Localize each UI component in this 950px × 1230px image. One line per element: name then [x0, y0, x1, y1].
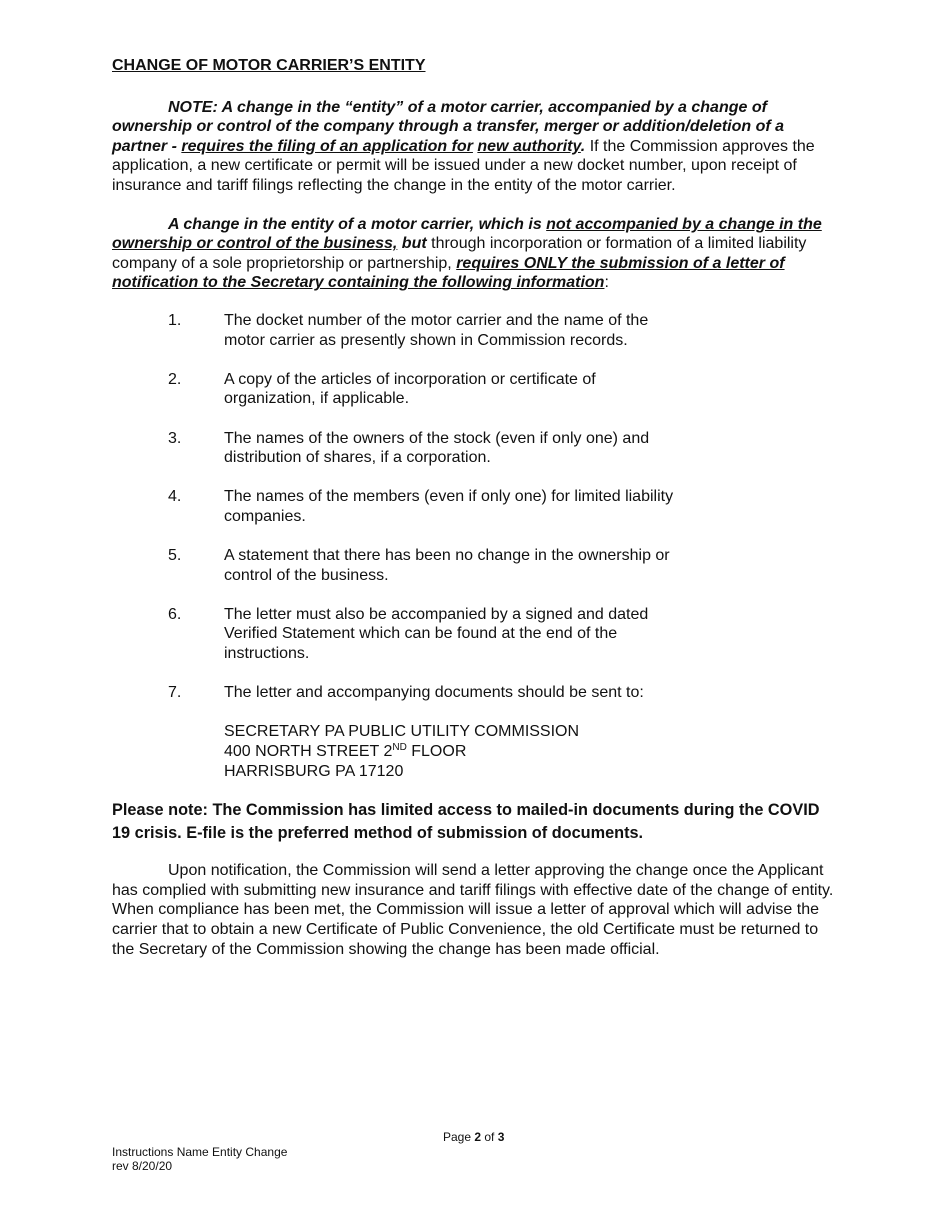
list-item: [112, 311, 679, 350]
list-item-text: The letter and accompanying documents should be sent to:: [224, 684, 644, 702]
list-item-text: The names of the owners of the stock (even if only one) and distribution of shares, if a corporation.: [224, 429, 650, 467]
entity-colon: :: [604, 274, 609, 292]
list-item-number: 1.: [168, 311, 182, 329]
list-item-number: 5.: [168, 547, 182, 565]
list-item-number: 7.: [168, 684, 182, 702]
requirements-list: [112, 311, 842, 703]
list-item-text: The letter must also be accompanied by a signed and dated Verified Statement which can be found at the end of the instructions.: [224, 605, 649, 663]
notification-paragraph: Upon notification, the Commission will send a letter approving the change once the Applicant has complied with submitting new insurance and tariff filings with effective date of the change of entity. When compliance has been met, the Commission will issue a letter of approval which will advise the carrier that to obtain a new Certificate of Public Convenience, the old Certificate must be returned to the Secretary of the Commission showing the change has been made official.: [112, 862, 834, 958]
list-item-number: 2.: [168, 370, 182, 388]
current-page: 2: [474, 1130, 482, 1144]
list-item: [112, 370, 679, 409]
page-separator: of: [481, 1130, 498, 1144]
list-item: [112, 683, 679, 703]
list-item-number: 4.: [168, 488, 182, 506]
page-prefix: Page: [443, 1130, 475, 1144]
address-line-3: HARRISBURG PA 17120: [224, 762, 404, 780]
list-item: [112, 605, 679, 664]
list-item: [112, 429, 679, 468]
page-number: [443, 1130, 504, 1144]
note-period: .: [580, 137, 586, 155]
mailing-address: [112, 722, 842, 781]
entity-but-text: but: [397, 235, 427, 253]
address-floor: FLOOR: [406, 743, 467, 760]
address-street: 400 NORTH STREET 2: [224, 743, 393, 760]
entity-requirement-text: requires ONLY the submission of a letter of notification to the Secretary containing the following information: [112, 254, 785, 292]
list-item-text: The names of the members (even if only one) for limited liability companies.: [224, 488, 674, 525]
document-footer: [112, 1145, 287, 1173]
document-name: Instructions Name Entity Change: [112, 1145, 288, 1159]
list-item-text: A copy of the articles of incorporation or certificate of organization, if applicable.: [224, 370, 596, 408]
total-pages: 3: [497, 1130, 505, 1144]
entity-bold-text: A change in the entity of a motor carrier, which is: [168, 215, 547, 233]
address-line-2: [224, 742, 842, 762]
revision-date: rev 8/20/20: [112, 1159, 173, 1173]
list-item-number: 3.: [168, 429, 182, 447]
note-paragraph: [112, 98, 842, 196]
entity-plain-text: through incorporation or formation of a limited liability company of a sole proprietorship or partnership,: [112, 235, 807, 272]
document-page: [112, 56, 842, 959]
note-underlined-text: requires the filing of an application for: [181, 137, 473, 155]
page-heading: CHANGE OF MOTOR CARRIER’S ENTITY: [112, 57, 426, 74]
list-item-number: 6.: [168, 605, 182, 623]
entity-underlined-text: not accompanied by a change in the ownership or control of the business,: [112, 215, 822, 253]
list-item-text: A statement that there has been no change in the ownership or control of the business.: [224, 547, 670, 584]
new-authority-text: new authority: [477, 137, 581, 155]
note-bold-text: NOTE: A change in the “entity” of a motor carrier, accompanied by a change of ownership or control of the company through a transfer, merger or addition/deletion of a partner -: [112, 98, 785, 155]
list-item: [112, 487, 679, 526]
list-item: [112, 546, 679, 585]
covid-notice: Please note: The Commission has limited access to mailed-in documents during the COVID 19 crisis. E-file is the preferred method of submission of documents.: [112, 801, 820, 843]
note-plain-text: If the Commission approves the application, a new certificate or permit will be issued under a new docket number, upon receipt of insurance and tariff filings reflecting the change in the entity of the motor carrier.: [112, 137, 815, 194]
list-item-text: The docket number of the motor carrier and the name of the motor carrier as presently shown in Commission records.: [224, 311, 649, 349]
address-line-1: SECRETARY PA PUBLIC UTILITY COMMISSION: [224, 723, 580, 741]
address-ordinal: ND: [392, 742, 407, 753]
entity-change-paragraph: [112, 215, 842, 293]
